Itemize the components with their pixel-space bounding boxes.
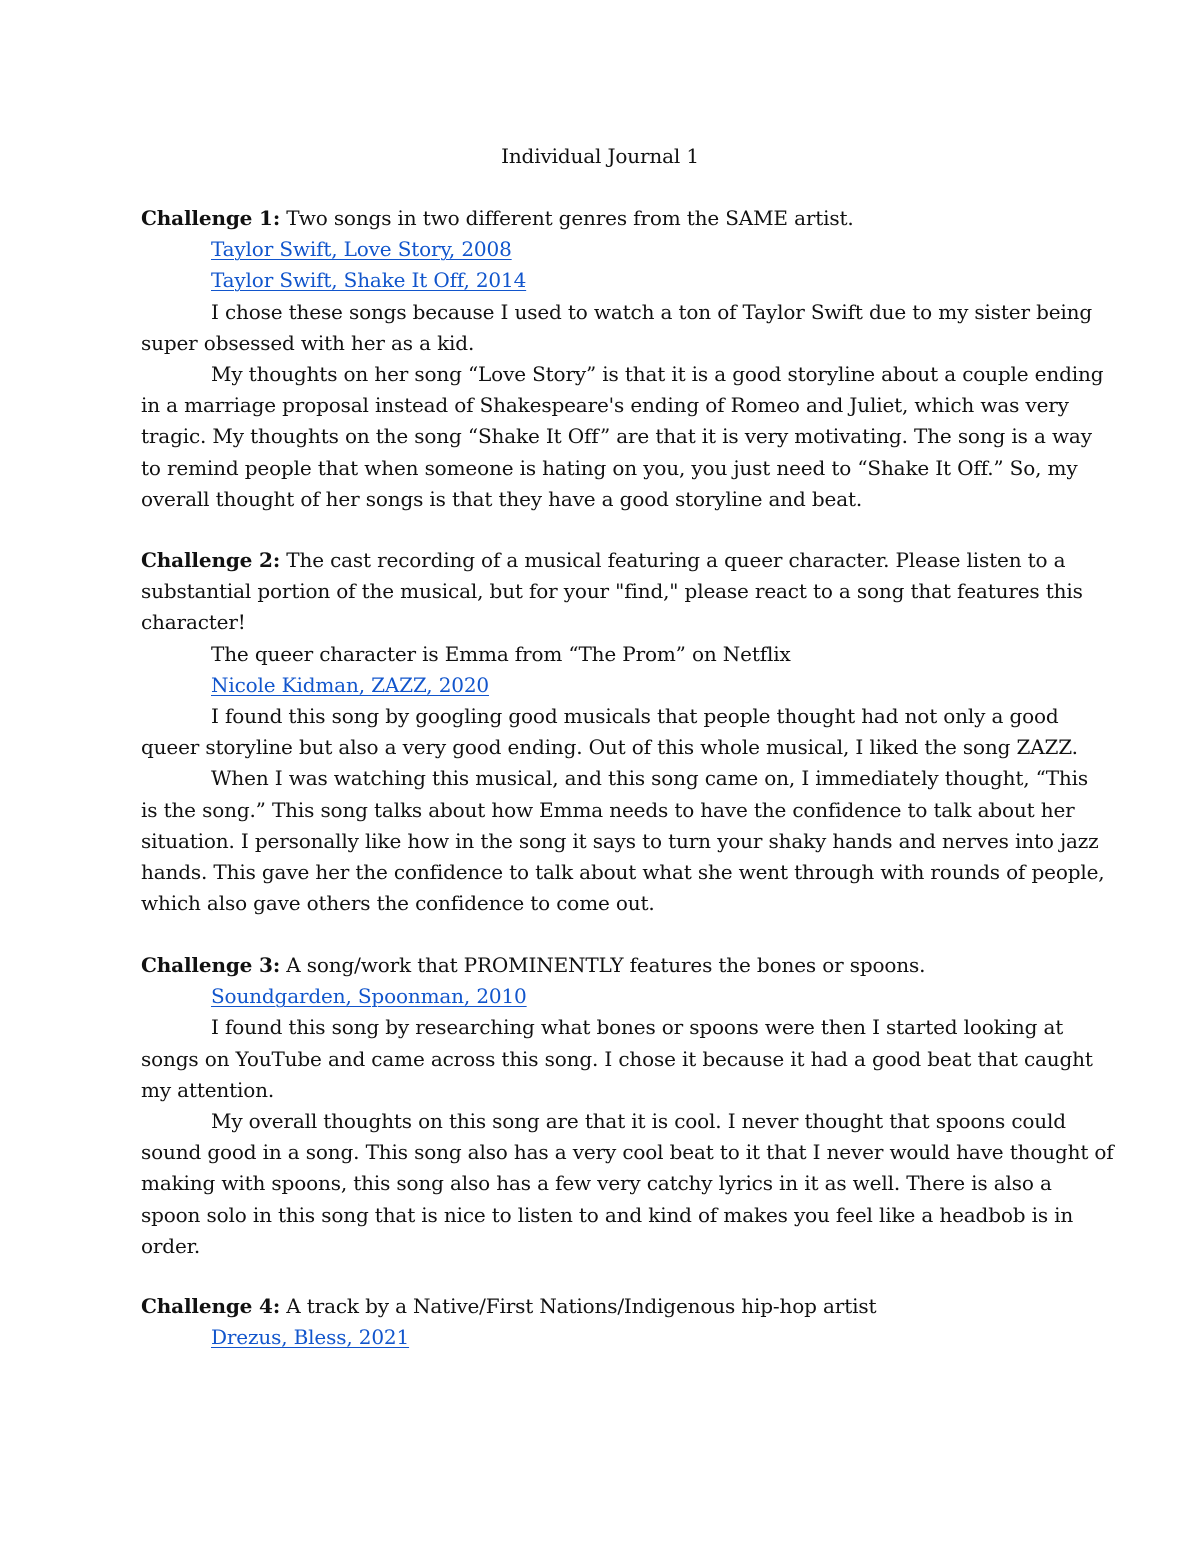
challenge-1-para2-line: in a marriage proposal instead of Shakespeare's ending of Romeo and Juliet, which was very: [141, 393, 1069, 418]
challenge-2-section: [141, 545, 1105, 919]
challenge-3-para1-line: songs on YouTube and came across this song. I chose it because it had a good beat that caught: [141, 1046, 1093, 1071]
document-title: Individual Journal 1: [501, 144, 699, 168]
challenge-1-para2-line: tragic. My thoughts on the song “Shake It Off” are that it is very motivating. The song is a way: [141, 424, 1092, 449]
challenge-2-para2-line: hands. This gave her the confidence to talk about what she went through with rounds of people,: [141, 860, 1105, 885]
challenge-3-label: Challenge 3:: [141, 953, 281, 977]
challenge-2-link-zazz[interactable]: Nicole Kidman, ZAZZ, 2020: [211, 672, 489, 697]
challenge-1-link-love-story[interactable]: Taylor Swift, Love Story, 2008: [211, 237, 512, 262]
challenge-3-para2-line: My overall thoughts on this song are that it is cool. I never thought that spoons could: [211, 1109, 1066, 1134]
challenge-1-section: [141, 203, 1104, 515]
challenge-2-label: Challenge 2:: [141, 548, 281, 572]
challenge-2-note: The queer character is Emma from “The Prom” on Netflix: [211, 641, 791, 666]
challenge-4-section: [141, 1291, 1061, 1353]
challenge-1-para1-line: super obsessed with her as a kid.: [141, 330, 475, 355]
challenge-2-para2-line: which also gave others the confidence to come out.: [141, 891, 655, 916]
challenge-1-heading: [141, 203, 1061, 234]
challenge-2-para2-line: situation. I personally like how in the song it says to turn your shaky hands and nerves into jazz: [141, 828, 1099, 853]
challenge-3-para2-line: sound good in a song. This song also has a very cool beat to it that I never would have thought of: [141, 1140, 1114, 1165]
challenge-4-heading: [141, 1291, 1061, 1322]
challenge-3-para1-line: my attention.: [141, 1077, 275, 1102]
challenge-3-para2-line: order.: [141, 1233, 201, 1258]
challenge-3-heading: [141, 950, 1061, 981]
challenge-1-para2-line: My thoughts on her song “Love Story” is that it is a good storyline about a couple ending: [211, 362, 1104, 387]
challenge-1-para2-line: to remind people that when someone is hating on you, you just need to “Shake It Off.” So, my: [141, 455, 1078, 480]
challenge-2-prompt-line: substantial portion of the musical, but for your "find," please react to a song that features this: [141, 579, 1083, 604]
challenge-3-para1-line: I found this song by researching what bones or spoons were then I started looking at: [211, 1015, 1064, 1040]
challenge-2-para2-line: is the song.” This song talks about how Emma needs to have the confidence to talk about her: [141, 797, 1075, 822]
challenge-1-prompt: Two songs in two different genres from the SAME artist.: [280, 206, 854, 230]
challenge-2-para2-line: When I was watching this musical, and this song came on, I immediately thought, “This: [211, 766, 1088, 791]
challenge-3-prompt: A song/work that PROMINENTLY features the bones or spoons.: [280, 953, 926, 977]
challenge-1-link-shake-it-off[interactable]: Taylor Swift, Shake It Off, 2014: [211, 268, 527, 293]
challenge-2-para1-line: queer storyline but also a very good ending. Out of this whole musical, I liked the song ZAZZ.: [141, 735, 1078, 760]
challenge-4-link-bless[interactable]: Drezus, Bless, 2021: [211, 1325, 410, 1350]
challenge-4-prompt: A track by a Native/First Nations/Indigenous hip-hop artist: [280, 1294, 877, 1318]
challenge-1-label: Challenge 1:: [141, 206, 281, 230]
challenge-1-para1-line: I chose these songs because I used to watch a ton of Taylor Swift due to my sister being: [211, 299, 1093, 324]
challenge-3-para2-line: spoon solo in this song that is nice to listen to and kind of makes you feel like a headbob is in: [141, 1202, 1074, 1227]
challenge-3-para2-line: making with spoons, this song also has a few very catchy lyrics in it as well. There is also a: [141, 1171, 1052, 1196]
challenge-3-section: [141, 950, 1114, 1262]
challenge-1-para2-line: overall thought of her songs is that they have a good storyline and beat.: [141, 486, 863, 511]
challenge-2-para1-line: I found this song by googling good musicals that people thought had not only a good: [211, 704, 1059, 729]
challenge-3-link-spoonman[interactable]: Soundgarden, Spoonman, 2010: [211, 984, 527, 1009]
challenge-2-prompt-line: character!: [141, 610, 246, 635]
challenge-2-prompt: The cast recording of a musical featuring a queer character. Please listen to a: [280, 548, 1066, 572]
challenge-2-heading: [141, 545, 1066, 576]
challenge-4-label: Challenge 4:: [141, 1294, 281, 1318]
